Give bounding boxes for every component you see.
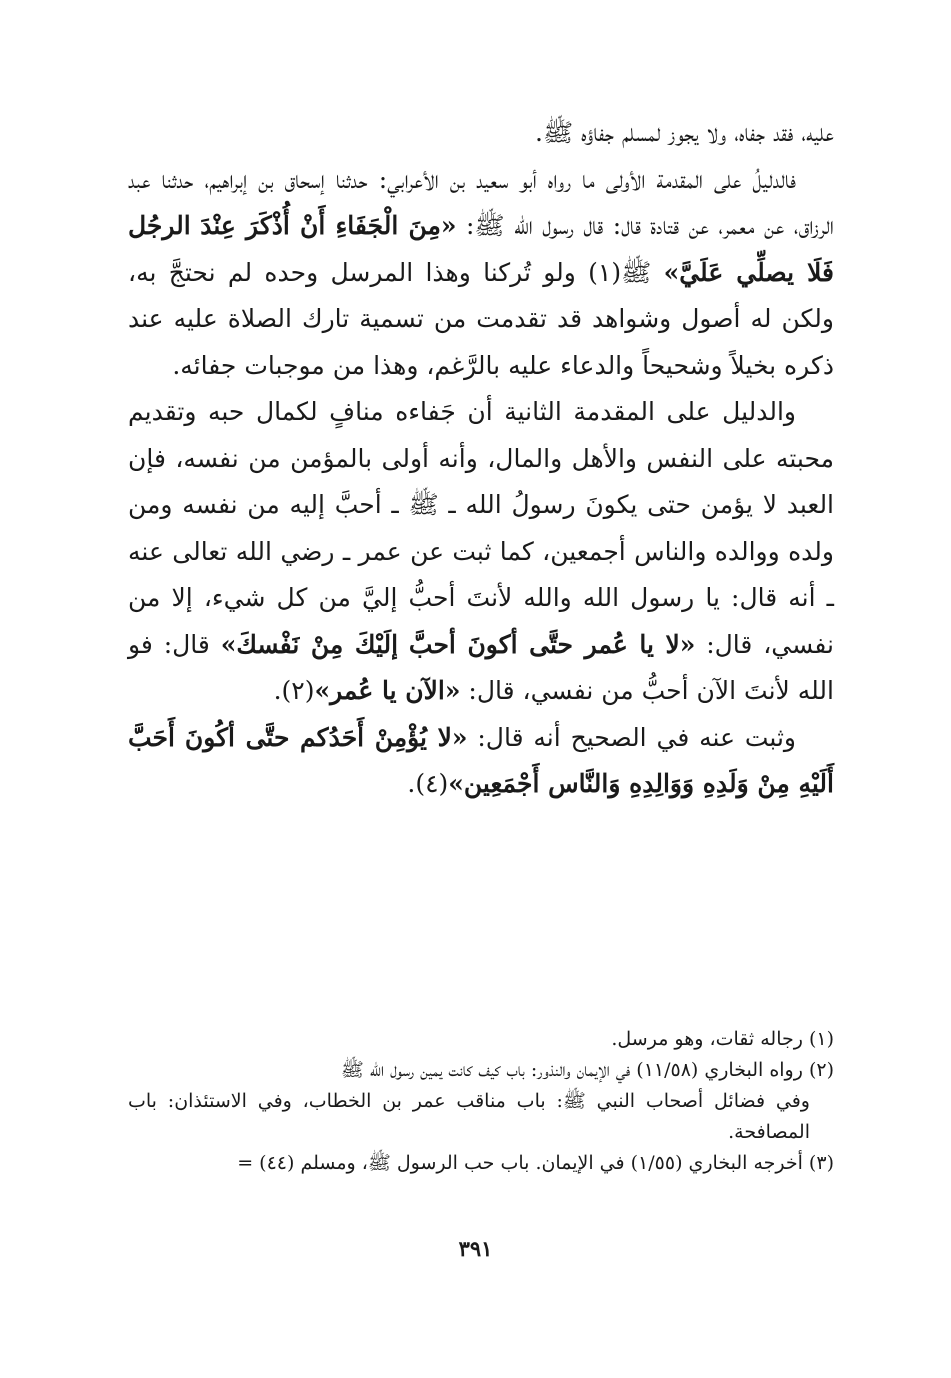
text-line: ـ رضي الله تعالى عنه ـ أنه قال: يا رسول الله والله لأنتَ أحبُّ إليَّ	[128, 536, 835, 612]
text-line: قال: فو الله لأنتَ الآن أحبُّ من نفسي، قال:	[128, 629, 834, 705]
text-line: معمر، عن قتادة قال: قال رسول الله ﷺ:	[456, 211, 755, 240]
text-line: نفسه، فإن العبد لا يؤمن حتى يكونَ رسولُ الله ـ ﷺ ـ أحبَّ إليه	[128, 443, 835, 519]
paragraph-1	[128, 110, 834, 157]
footnote-2-continuation	[128, 1086, 834, 1148]
paragraph-2	[128, 157, 834, 390]
hadith-quote: «الآن يا عُمر»	[314, 676, 461, 705]
hadith-quote: «لا يا عُمر حتَّى أكونَ أحبَّ	[408, 629, 696, 659]
page-body	[128, 110, 834, 808]
footnote-line: (٢) رواه البخاري (١١/٥٨) في الإيمان والنذور: باب كيف كانت يمين رسول الله ﷺ	[340, 1059, 834, 1081]
main-text	[128, 110, 834, 808]
text-line: وتقديم محبته على النفس والأهل والمال، وأنه أولى بالمؤمن من	[128, 397, 834, 473]
paragraph-3	[128, 389, 834, 715]
text-line: ﷺ(١) ولو تُركنا وهذا المرسل وحده لم نحتجَّ	[168, 257, 664, 287]
footnote-2	[128, 1055, 834, 1086]
page-number: ٣٩١	[458, 1236, 493, 1261]
footnote-1: (١) رجاله ثقات، وهو مرسل.	[611, 1028, 834, 1050]
footnote-line: الاستئذان: باب المصافحة.	[128, 1090, 810, 1143]
footnotes	[128, 1024, 834, 1179]
paragraph-4	[128, 715, 834, 808]
text-line: فالدليلُ على المقدمة الأولى ما رواه أبو سعيد بن	[449, 164, 797, 194]
text-line: جفائه.	[172, 350, 237, 380]
footnote-3: (٣) أخرجه البخاري (١/٥٥) في الإيمان. باب حب الرسول ﷺ، ومسلم (٤٤) =	[237, 1152, 834, 1174]
text-line: من نفسه ومن ولده ووالده والناس أجمعين، كما ثبت عن عمر	[128, 490, 834, 566]
text-line: عند ذكره بخيلاً وشحيحاً والدعاء عليه بالرَّغم، وهذا من موجبات	[128, 304, 834, 380]
hadith-quote: إلَيْكَ مِنْ نَفْسكَ»	[220, 629, 399, 659]
hadith-quote: الرجُل فَلَا يصلِّي عَلَيَّ»	[128, 211, 834, 287]
text-line: من كل شيء، إلا من نفسي، قال:	[128, 583, 835, 659]
text-line: الأعرابي: حدثنا إسحاق بن إبراهيم، حدثنا عبد الرزاق، عن	[128, 164, 834, 240]
footnote-ref: (٤).	[407, 769, 449, 798]
text-line: وثبت عنه في الصحيح أنه قال:	[467, 722, 797, 752]
text-line: عليه، فقد جفاه، ولا يجوز لمسلم جفاؤه ﷺ.	[535, 118, 834, 147]
text-line: به، ولكن له أصول وشواهد قد تقدمت من تسمية تارك الصلاة عليه	[128, 257, 834, 333]
hadith-quote: أَحَبَّ أَلَيْهِ مِنْ وَلَدِهِ وَوَالِدِهِ وَالنَّاس أَجْمَعِين»	[128, 722, 834, 798]
footnote-line: وفي فضائل أصحاب النبي ﷺ: باب مناقب عمر بن الخطاب، وفي	[257, 1090, 810, 1112]
text-line: والدليل على المقدمة الثانية أن جَفاءه منافٍ لكمال حبه	[207, 397, 796, 426]
hadith-quote: «مِنَ الْجَفَاءِ أَنْ أُذْكَرَ عِنْدَ	[200, 211, 457, 240]
hadith-quote: «لا يُؤْمِنْ أَحَدُكم حتَّى أكُونَ	[184, 722, 468, 752]
footnote-ref: (٢).	[273, 676, 315, 705]
